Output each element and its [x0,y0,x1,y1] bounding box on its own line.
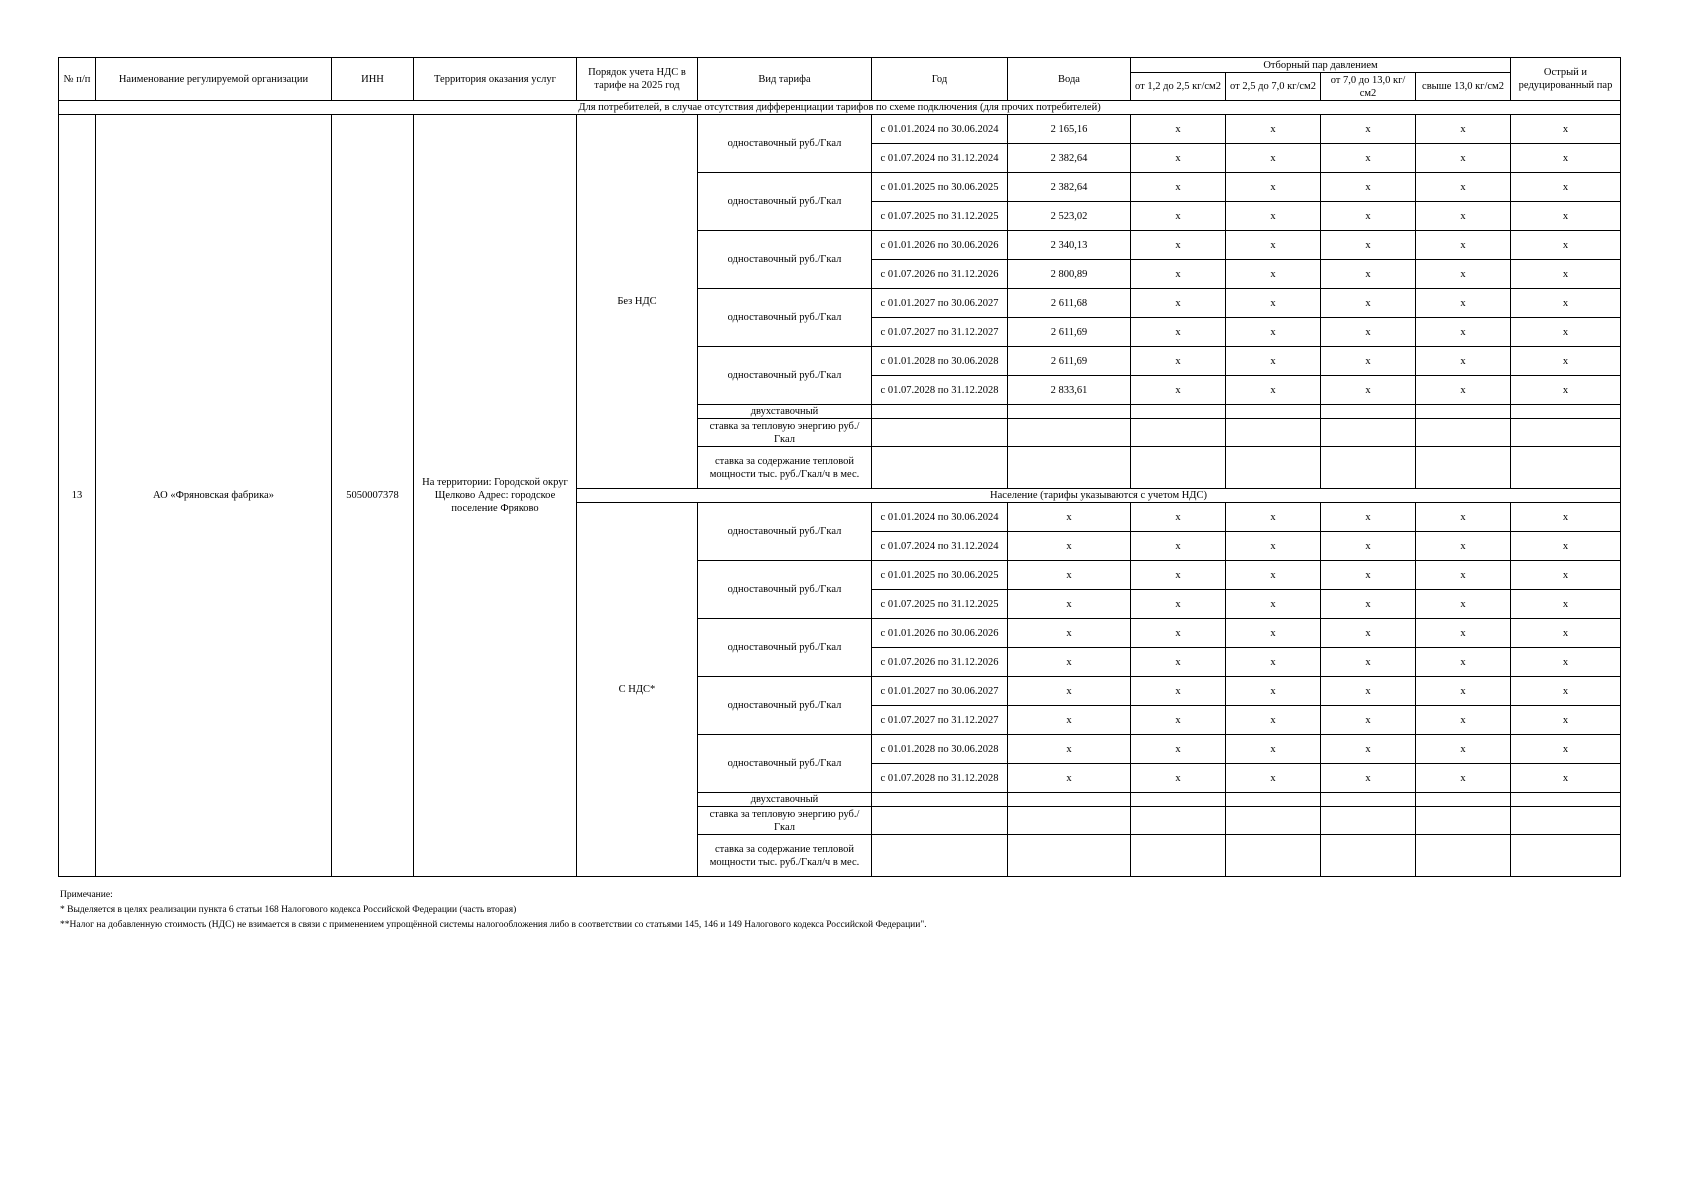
water-value: 2 382,64 [1008,173,1131,202]
empty-cell [1008,405,1131,419]
water-value: 2 833,61 [1008,376,1131,405]
x-mark: x [1008,648,1131,677]
x-mark: x [1226,289,1321,318]
one-rate-label: одноставочный руб./Гкал [698,677,872,735]
x-mark: x [1226,115,1321,144]
x-mark: x [1226,376,1321,405]
period: с 01.01.2028 по 30.06.2028 [872,347,1008,376]
note-2: **Налог на добавленную стоимость (НДС) не взимается в связи с применением упрощённой системы налогообложения либо в соответствии со статьями 145, 146 и 149 Налогового кодекса Российской Федерации". [60,920,927,930]
water-value: 2 165,16 [1008,115,1131,144]
x-mark: x [1226,347,1321,376]
x-mark: x [1321,677,1416,706]
x-mark: x [1511,677,1621,706]
x-mark: x [1416,347,1511,376]
x-mark: x [1511,532,1621,561]
x-mark: x [1226,532,1321,561]
x-mark: x [1131,735,1226,764]
empty-cell [1008,419,1131,447]
x-mark: x [1321,144,1416,173]
water-value: 2 340,13 [1008,231,1131,260]
empty-cell [1008,807,1131,835]
empty-cell [1511,835,1621,877]
empty-cell [1511,419,1621,447]
tariff-sheet [58,57,1621,877]
two-rate-label: двухставочный [698,405,872,419]
empty-cell [1416,793,1511,807]
x-mark: x [1511,347,1621,376]
empty-cell [1226,807,1321,835]
x-mark: x [1008,561,1131,590]
empty-cell [872,807,1008,835]
x-mark: x [1131,202,1226,231]
x-mark: x [1131,619,1226,648]
empty-cell [1131,835,1226,877]
x-mark: x [1008,735,1131,764]
tariff-body [59,101,1621,877]
x-mark: x [1416,376,1511,405]
x-mark: x [1008,532,1131,561]
x-mark: x [1416,619,1511,648]
one-rate-label: одноставочный руб./Гкал [698,231,872,289]
empty-cell [1008,835,1131,877]
x-mark: x [1416,764,1511,793]
x-mark: x [1416,202,1511,231]
header-year: Год [872,58,1008,101]
x-mark: x [1008,764,1131,793]
period: с 01.01.2026 по 30.06.2026 [872,619,1008,648]
x-mark: x [1321,202,1416,231]
row-number: 13 [59,115,96,877]
empty-cell [1321,793,1416,807]
empty-cell [872,419,1008,447]
x-mark: x [1321,648,1416,677]
x-mark: x [1321,347,1416,376]
empty-cell [1131,405,1226,419]
x-mark: x [1416,735,1511,764]
x-mark: x [1321,115,1416,144]
x-mark: x [1131,231,1226,260]
x-mark: x [1511,764,1621,793]
water-value: 2 523,02 [1008,202,1131,231]
x-mark: x [1226,619,1321,648]
period: с 01.01.2026 по 30.06.2026 [872,231,1008,260]
header-steam-4: свыше 13,0 кг/см2 [1416,73,1511,101]
section-title: Для потребителей, в случае отсутствия дифференциации тарифов по схеме подключения (для прочих потребителей) [59,101,1621,115]
header-num: № п/п [59,58,96,101]
x-mark: x [1511,318,1621,347]
section-row [59,101,1621,115]
x-mark: x [1226,706,1321,735]
x-mark: x [1416,532,1511,561]
header-vat-order: Порядок учета НДС в тарифе на 2025 год [577,58,698,101]
period: с 01.07.2026 по 31.12.2026 [872,648,1008,677]
x-mark: x [1416,144,1511,173]
tariff-table [58,57,1621,877]
header-territory: Территория оказания услуг [414,58,577,101]
empty-cell [1321,835,1416,877]
header-steam-group: Отборный пар давлением [1131,58,1511,73]
empty-cell [1416,835,1511,877]
water-value: 2 611,69 [1008,318,1131,347]
empty-cell [1321,447,1416,489]
x-mark: x [1511,144,1621,173]
period: с 01.07.2025 по 31.12.2025 [872,202,1008,231]
x-mark: x [1321,173,1416,202]
header-sharp-steam: Острый и редуцированный пар [1511,58,1621,101]
period: с 01.01.2024 по 30.06.2024 [872,503,1008,532]
x-mark: x [1511,231,1621,260]
header-steam-3: от 7,0 до 13,0 кг/см2 [1321,73,1416,101]
x-mark: x [1131,376,1226,405]
empty-cell [1416,405,1511,419]
two-rate-label: двухставочный [698,793,872,807]
empty-cell [1226,835,1321,877]
heat-rate-label: ставка за тепловую энергию руб./Гкал [698,807,872,835]
water-value: 2 611,68 [1008,289,1131,318]
x-mark: x [1416,561,1511,590]
notes [60,888,927,933]
x-mark: x [1226,144,1321,173]
x-mark: x [1131,561,1226,590]
x-mark: x [1321,260,1416,289]
x-mark: x [1131,764,1226,793]
x-mark: x [1511,561,1621,590]
x-mark: x [1131,706,1226,735]
header-steam-1: от 1,2 до 2,5 кг/см2 [1131,73,1226,101]
x-mark: x [1511,202,1621,231]
x-mark: x [1226,202,1321,231]
x-mark: x [1511,648,1621,677]
x-mark: x [1131,260,1226,289]
one-rate-label: одноставочный руб./Гкал [698,347,872,405]
x-mark: x [1511,735,1621,764]
period: с 01.07.2024 по 31.12.2024 [872,144,1008,173]
x-mark: x [1321,289,1416,318]
x-mark: x [1511,115,1621,144]
x-mark: x [1131,318,1226,347]
x-mark: x [1226,260,1321,289]
notes-title: Примечание: [60,890,113,900]
x-mark: x [1226,764,1321,793]
x-mark: x [1131,503,1226,532]
one-rate-label: одноставочный руб./Гкал [698,289,872,347]
x-mark: x [1321,561,1416,590]
x-mark: x [1511,260,1621,289]
x-mark: x [1511,706,1621,735]
x-mark: x [1321,503,1416,532]
org-territory: На территории: Городской округ Щелково Адрес: городское поселение Фряково [414,115,577,877]
empty-cell [1416,447,1511,489]
heat-rate-label: ставка за тепловую энергию руб./Гкал [698,419,872,447]
empty-cell [1321,419,1416,447]
water-value: 2 382,64 [1008,144,1131,173]
period: с 01.01.2027 по 30.06.2027 [872,289,1008,318]
empty-cell [1416,419,1511,447]
empty-cell [872,793,1008,807]
vat-no: Без НДС [577,115,698,489]
x-mark: x [1131,289,1226,318]
x-mark: x [1131,173,1226,202]
x-mark: x [1131,347,1226,376]
x-mark: x [1416,115,1511,144]
empty-cell [1008,447,1131,489]
x-mark: x [1511,503,1621,532]
x-mark: x [1321,590,1416,619]
x-mark: x [1226,590,1321,619]
x-mark: x [1321,532,1416,561]
x-mark: x [1321,735,1416,764]
empty-cell [1226,405,1321,419]
empty-cell [1226,793,1321,807]
period: с 01.07.2025 по 31.12.2025 [872,590,1008,619]
capacity-rate-label: ставка за содержание тепловой мощности тыс. руб./Гкал/ч в мес. [698,447,872,489]
x-mark: x [1321,231,1416,260]
x-mark: x [1416,318,1511,347]
x-mark: x [1321,376,1416,405]
x-mark: x [1131,677,1226,706]
empty-cell [872,835,1008,877]
one-rate-label: одноставочный руб./Гкал [698,561,872,619]
x-mark: x [1416,260,1511,289]
section-title: Население (тарифы указываются с учетом НДС) [577,489,1621,503]
x-mark: x [1321,619,1416,648]
x-mark: x [1008,677,1131,706]
x-mark: x [1511,376,1621,405]
empty-cell [1511,793,1621,807]
header-water: Вода [1008,58,1131,101]
empty-cell [1131,807,1226,835]
header-steam-2: от 2,5 до 7,0 кг/см2 [1226,73,1321,101]
period: с 01.01.2027 по 30.06.2027 [872,677,1008,706]
empty-cell [1511,807,1621,835]
empty-cell [872,447,1008,489]
one-rate-label: одноставочный руб./Гкал [698,503,872,561]
x-mark: x [1008,706,1131,735]
org-inn: 5050007378 [332,115,414,877]
note-1: * Выделяется в целях реализации пункта 6 статьи 168 Налогового кодекса Российской Федерации (часть вторая) [60,905,517,915]
empty-cell [1131,447,1226,489]
x-mark: x [1416,503,1511,532]
x-mark: x [1131,590,1226,619]
x-mark: x [1131,115,1226,144]
empty-cell [1511,447,1621,489]
period: с 01.07.2027 по 31.12.2027 [872,318,1008,347]
period: с 01.07.2028 по 31.12.2028 [872,764,1008,793]
x-mark: x [1511,173,1621,202]
one-rate-label: одноставочный руб./Гкал [698,173,872,231]
period: с 01.07.2026 по 31.12.2026 [872,260,1008,289]
period: с 01.07.2027 по 31.12.2027 [872,706,1008,735]
period: с 01.01.2025 по 30.06.2025 [872,561,1008,590]
x-mark: x [1131,144,1226,173]
period: с 01.01.2025 по 30.06.2025 [872,173,1008,202]
x-mark: x [1416,706,1511,735]
x-mark: x [1226,561,1321,590]
empty-cell [1131,793,1226,807]
one-rate-label: одноставочный руб./Гкал [698,115,872,173]
water-value: 2 611,69 [1008,347,1131,376]
x-mark: x [1511,590,1621,619]
empty-cell [1321,405,1416,419]
x-mark: x [1321,764,1416,793]
x-mark: x [1008,619,1131,648]
header-tariff-type: Вид тарифа [698,58,872,101]
org-name: АО «Фряновская фабрика» [96,115,332,877]
one-rate-label: одноставочный руб./Гкал [698,735,872,793]
empty-cell [1226,419,1321,447]
x-mark: x [1008,503,1131,532]
empty-cell [1131,419,1226,447]
x-mark: x [1321,706,1416,735]
x-mark: x [1226,735,1321,764]
empty-cell [872,405,1008,419]
vat-yes: С НДС* [577,503,698,877]
empty-cell [1226,447,1321,489]
empty-cell [1321,807,1416,835]
header-org: Наименование регулируемой организации [96,58,332,101]
empty-cell [1511,405,1621,419]
header-inn: ИНН [332,58,414,101]
empty-cell [1008,793,1131,807]
x-mark: x [1226,648,1321,677]
x-mark: x [1416,677,1511,706]
x-mark: x [1511,619,1621,648]
empty-cell [1416,807,1511,835]
x-mark: x [1131,648,1226,677]
x-mark: x [1321,318,1416,347]
x-mark: x [1511,289,1621,318]
period: с 01.07.2024 по 31.12.2024 [872,532,1008,561]
x-mark: x [1226,318,1321,347]
x-mark: x [1416,173,1511,202]
x-mark: x [1226,503,1321,532]
x-mark: x [1226,173,1321,202]
x-mark: x [1226,677,1321,706]
period: с 01.07.2028 по 31.12.2028 [872,376,1008,405]
x-mark: x [1131,532,1226,561]
water-value: 2 800,89 [1008,260,1131,289]
x-mark: x [1416,289,1511,318]
period: с 01.01.2028 по 30.06.2028 [872,735,1008,764]
period: с 01.01.2024 по 30.06.2024 [872,115,1008,144]
x-mark: x [1416,648,1511,677]
one-rate-label: одноставочный руб./Гкал [698,619,872,677]
x-mark: x [1226,231,1321,260]
x-mark: x [1416,590,1511,619]
x-mark: x [1008,590,1131,619]
capacity-rate-label: ставка за содержание тепловой мощности тыс. руб./Гкал/ч в мес. [698,835,872,877]
table-row [59,115,1621,144]
x-mark: x [1416,231,1511,260]
